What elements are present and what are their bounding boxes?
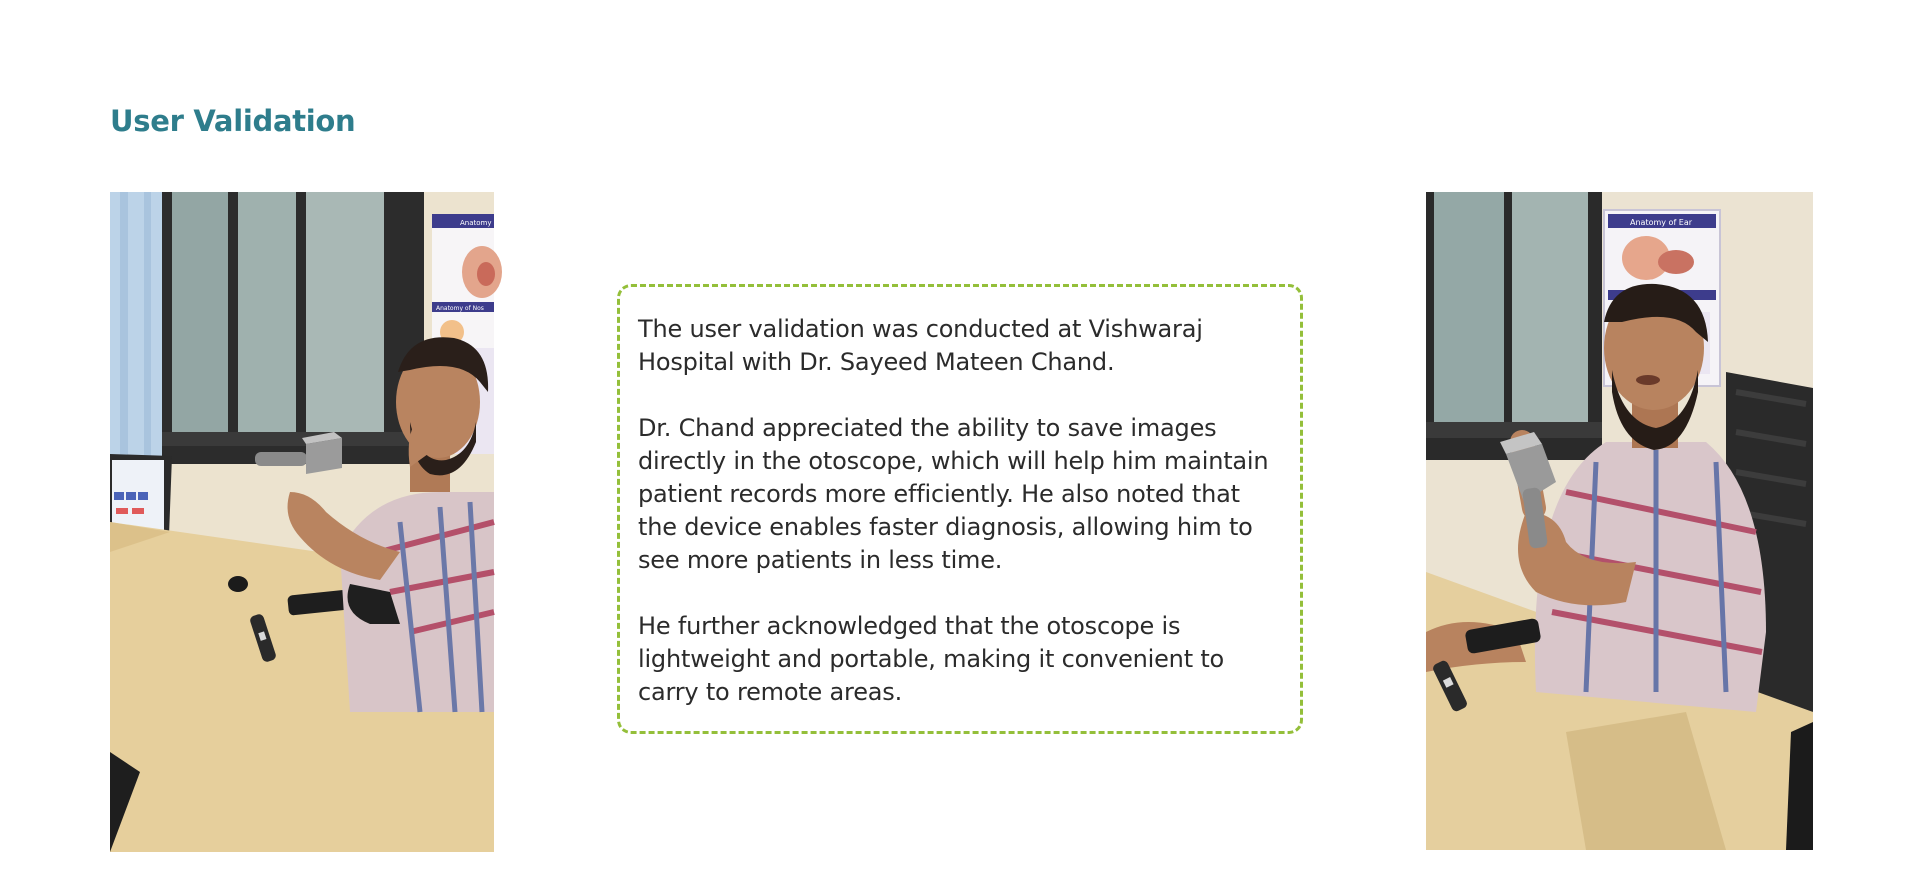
photo-right-illustration (1426, 192, 1813, 850)
photo-doctor-right (1426, 192, 1813, 850)
paragraph-feedback: Dr. Chand appreciated the ability to save images directly in the otoscope, which will help him maintain patient records more efficiently. He also noted that the device enables faster diagnosis, allowing him to see more patients in less time. (638, 414, 1269, 574)
validation-quote-box (617, 284, 1303, 734)
poster-left-heading-top: Anatomy of (460, 219, 501, 227)
photo-left-illustration (110, 192, 501, 852)
poster-right-heading-top: Anatomy of Ear (1630, 218, 1693, 227)
poster-left-heading-bottom: Anatomy of Nos (436, 305, 484, 312)
paragraph-intro: The user validation was conducted at Vishwaraj Hospital with Dr. Sayeed Mateen Chand. (638, 315, 1203, 376)
photo-doctor-left (110, 192, 501, 852)
page-title: User Validation (110, 104, 356, 138)
paragraph-portability: He further acknowledged that the otoscope is lightweight and portable, making it convenient to carry to remote areas. (638, 612, 1225, 706)
